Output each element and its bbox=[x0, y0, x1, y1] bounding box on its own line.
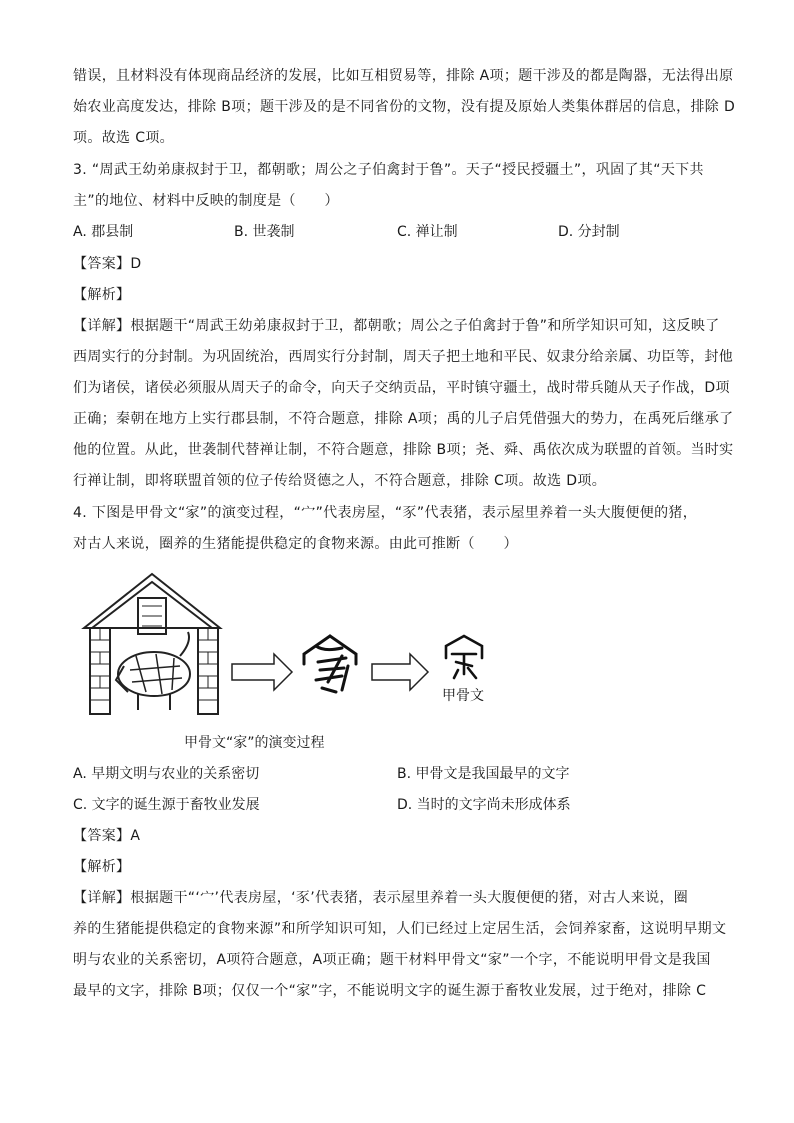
detail-text: 根据题干“‘宀’代表房屋，‘豕’代表猪，表示屋里养着一头大腹便便的猪，对古人来说，圈 bbox=[130, 890, 689, 906]
answer-tag: 【答案】 bbox=[73, 256, 131, 272]
detail-text: 根据题干“周武王幼弟康叔封于卫，都朝歌；周公之子伯禽封于鲁”和所学知识可知，这反映了 bbox=[130, 318, 720, 334]
q3-detail-line-3: 们为诸侯，诸侯必须服从周天子的命令，向天子交纳贡品，平时镇守疆土，战时带兵随从天子作战，D项 bbox=[73, 380, 730, 396]
q3-detail-line-4: 正确；秦朝在地方上实行郡县制，不符合题意，排除 A项；禹的儿子启凭借强大的势力，在禹死后继承了 bbox=[73, 411, 734, 427]
answer-value: D bbox=[130, 256, 142, 272]
oracle-bone-glyph bbox=[446, 636, 482, 678]
q4-detail-line-3: 明与农业的关系密切，A项符合题意，A项正确；题干材料甲骨文“家”一个字，不能说明甲骨文是我国 bbox=[73, 952, 711, 968]
arrow-1 bbox=[232, 654, 292, 690]
q3-option-b: B. 世袭制 bbox=[234, 224, 295, 240]
arrow-2 bbox=[372, 654, 428, 690]
q3-detail-line-1 bbox=[73, 316, 720, 336]
answer-tag: 【答案】 bbox=[73, 828, 131, 844]
intermediate-glyph bbox=[304, 636, 356, 692]
intro-line-1: 错误，且材料没有体现商品经济的发展，比如互相贸易等，排除 A项；题干涉及的都是陶器，无法得出原 bbox=[73, 68, 734, 84]
q3-option-d: D. 分封制 bbox=[558, 224, 620, 240]
q4-stem-line-2: 对古人来说，圈养的生猪能提供稳定的食物来源。由此可推断（ ） bbox=[73, 536, 518, 552]
q3-analysis-tag: 【解析】 bbox=[73, 287, 131, 303]
q4-detail-line-1 bbox=[73, 888, 688, 908]
q3-answer bbox=[73, 254, 142, 274]
q3-detail-line-2: 西周实行的分封制。为巩固统治，西周实行分封制，周天子把土地和平民、奴隶分给亲属、功臣等，封他 bbox=[73, 349, 734, 365]
q4-option-c: C. 文字的诞生源于畜牧业发展 bbox=[73, 797, 260, 813]
q4-stem-line-1: 4. 下图是甲骨文“家”的演变过程，“宀”代表房屋，“豕”代表猪，表示屋里养着一头大腹便便的猪， bbox=[73, 505, 698, 521]
q4-detail-line-2: 养的生猪能提供稳定的食物来源”和所学知识可知，人们已经过上定居生活，会饲养家畜，这说明早期文 bbox=[73, 921, 727, 937]
q4-answer bbox=[73, 826, 140, 846]
q4-option-b: B. 甲骨文是我国最早的文字 bbox=[397, 766, 570, 782]
jia-evolution-figure bbox=[80, 570, 510, 720]
q4-analysis-tag: 【解析】 bbox=[73, 859, 131, 875]
q3-stem-line-2: 主”的地位、材料中反映的制度是（ ） bbox=[73, 193, 339, 209]
intro-line-2: 始农业高度发达，排除 B项；题干涉及的是不同省份的文物，没有提及原始人类集体群居的信息，排除 D bbox=[73, 99, 736, 115]
q4-figure-caption: 甲骨文“家”的演变过程 bbox=[184, 735, 325, 751]
q4-option-a: A. 早期文明与农业的关系密切 bbox=[73, 766, 260, 782]
detail-tag: 【详解】 bbox=[73, 890, 131, 906]
q4-option-d: D. 当时的文字尚未形成体系 bbox=[397, 797, 571, 813]
figure-label: 甲骨文 bbox=[442, 688, 484, 704]
q4-detail-line-4: 最早的文字，排除 B项；仅仅一个“家”字，不能说明文字的诞生源于畜牧业发展，过于绝对，排除 C bbox=[73, 983, 707, 999]
answer-value: A bbox=[130, 828, 141, 844]
q3-stem-line-1: 3. “周武王幼弟康叔封于卫，都朝歌；周公之子伯禽封于鲁”。天子“授民授疆土”，巩固了其“天下共 bbox=[73, 162, 704, 178]
q3-detail-line-6: 行禅让制，即将联盟首领的位子传给贤德之人，不符合题意，排除 C项。故选 D项。 bbox=[73, 473, 607, 489]
q3-option-a: A. 郡县制 bbox=[73, 224, 134, 240]
house-with-pig-drawing bbox=[84, 574, 220, 714]
q3-option-c: C. 禅让制 bbox=[397, 224, 458, 240]
intro-line-3: 项。故选 C项。 bbox=[73, 130, 175, 146]
q3-detail-line-5: 他的位置。从此，世袭制代替禅让制，不符合题意，排除 B项；尧、舜、禹依次成为联盟的首领。当时实 bbox=[73, 442, 734, 458]
detail-tag: 【详解】 bbox=[73, 318, 131, 334]
